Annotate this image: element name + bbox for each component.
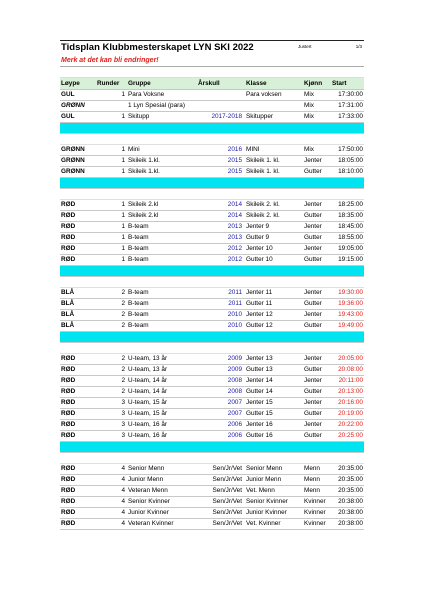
- cell-start: 20:08:00: [338, 366, 363, 373]
- cell-gruppe: U-team, 13 år: [128, 366, 168, 373]
- cell-kjonn: Jenter: [304, 311, 322, 318]
- cell-klasse: Skileik 2. kl.: [246, 212, 280, 219]
- cell-runder: 1: [121, 157, 125, 164]
- table-row: [60, 145, 364, 156]
- cell-loype: RØD: [61, 465, 76, 472]
- cell-loype: RØD: [61, 399, 76, 406]
- cell-runder: 3: [121, 421, 125, 428]
- cell-loype: RØD: [61, 212, 76, 219]
- table-row: [60, 475, 364, 486]
- cell-klasse: Gutter 15: [246, 410, 273, 417]
- cell-runder: 1: [121, 245, 125, 252]
- cell-runder: 1: [121, 113, 125, 120]
- cell-arskull: 2007: [227, 410, 242, 417]
- cell-gruppe: U-team, 14 år: [128, 377, 168, 384]
- table-row: [60, 321, 364, 332]
- cell-klasse: Jenter 11: [246, 289, 273, 296]
- group-separator-band: [60, 442, 364, 453]
- cell-runder: 1: [121, 212, 125, 219]
- cell-start: 19:15:00: [338, 256, 363, 263]
- cell-klasse: Senior Menn: [246, 465, 283, 472]
- cell-start: 20:11:00: [338, 377, 363, 384]
- cell-loype: GUL: [61, 113, 75, 120]
- table-row: [60, 354, 364, 365]
- cell-kjonn: Menn: [304, 487, 320, 494]
- cell-kjonn: Mix: [304, 113, 314, 120]
- cell-start: 20:35:00: [338, 476, 363, 483]
- table-row: [60, 222, 364, 233]
- cell-loype: GRØNN: [61, 102, 85, 109]
- cell-klasse: Vet. Kvinner: [246, 520, 281, 527]
- cell-kjonn: Gutter: [304, 410, 322, 417]
- spacer-row: [60, 277, 364, 288]
- cell-gruppe: Skileik 1.kl.: [128, 168, 160, 175]
- cell-start: 20:38:00: [338, 509, 363, 516]
- cell-kjonn: Menn: [304, 465, 320, 472]
- cell-runder: 3: [121, 399, 125, 406]
- cell-kjonn: Mix: [304, 102, 314, 109]
- cell-kjonn: Jenter: [304, 399, 322, 406]
- cell-runder: 4: [121, 509, 125, 516]
- cell-loype: RØD: [61, 432, 76, 439]
- cell-gruppe: Senior Kvinner: [128, 498, 170, 505]
- cell-kjonn: Gutter: [304, 300, 322, 307]
- cell-gruppe: B-team: [128, 311, 149, 318]
- cell-loype: RØD: [61, 388, 76, 395]
- cell-start: 20:19:00: [338, 410, 363, 417]
- cell-runder: 3: [121, 410, 125, 417]
- cell-klasse: Jenter 14: [246, 377, 273, 384]
- cell-start: 18:25:00: [338, 201, 363, 208]
- cell-runder: 4: [121, 465, 125, 472]
- cell-kjonn: Kvinner: [304, 509, 326, 516]
- cell-klasse: Skileik 1. kl.: [246, 168, 280, 175]
- cell-klasse: Junior Menn: [246, 476, 282, 483]
- cell-kjonn: Jenter: [304, 421, 322, 428]
- cell-start: 19:05:00: [338, 245, 363, 252]
- cell-start: 19:43:00: [338, 311, 363, 318]
- header-start: Start: [332, 80, 347, 87]
- group-separator-band: [60, 332, 364, 343]
- cell-arskull: 2006: [227, 421, 242, 428]
- header-runder: Runder: [97, 80, 120, 87]
- cell-arskull: Sen/Jr/Vet: [212, 487, 242, 494]
- cell-kjonn: Jenter: [304, 289, 322, 296]
- cell-klasse: Jenter 10: [246, 245, 273, 252]
- cell-kjonn: Gutter: [304, 256, 322, 263]
- header-gruppe: Gruppe: [128, 80, 151, 87]
- cell-gruppe: Junior Kvinner: [128, 509, 169, 516]
- cell-arskull: 2013: [227, 234, 242, 241]
- cell-arskull: 2012: [227, 245, 242, 252]
- table-body: [60, 90, 364, 530]
- cell-runder: 1: [121, 168, 125, 175]
- cell-klasse: Gutter 16: [246, 432, 273, 439]
- spacer-row: [60, 343, 364, 354]
- cell-klasse: Gutter 11: [246, 300, 273, 307]
- justert-label: Justert: [298, 44, 312, 49]
- group-separator-band: [60, 266, 364, 277]
- cell-runder: 1: [121, 256, 125, 263]
- group-separator-band: [60, 178, 364, 189]
- cell-start: 18:55:00: [338, 234, 363, 241]
- table-row: [60, 288, 364, 299]
- cell-arskull: 2016: [227, 146, 242, 153]
- spacer-row: [60, 134, 364, 145]
- cell-kjonn: Mix: [304, 146, 314, 153]
- cell-kjonn: Gutter: [304, 212, 322, 219]
- cell-kjonn: Jenter: [304, 377, 322, 384]
- table-row: [60, 398, 364, 409]
- cell-klasse: Skileik 1. kl.: [246, 157, 280, 164]
- cell-arskull: 2008: [227, 388, 242, 395]
- cell-loype: BLÅ: [61, 289, 75, 296]
- cell-arskull: 2012: [227, 256, 242, 263]
- cell-klasse: Jenter 16: [246, 421, 273, 428]
- cell-kjonn: Gutter: [304, 366, 322, 373]
- cell-gruppe: Skileik 2.kl: [128, 201, 159, 208]
- cell-gruppe: B-team: [128, 234, 149, 241]
- title-row: [60, 40, 364, 55]
- cell-kjonn: Kvinner: [304, 498, 326, 505]
- cell-start: 18:45:00: [338, 223, 363, 230]
- cell-gruppe: B-team: [128, 245, 149, 252]
- cell-klasse: Gutter 13: [246, 366, 273, 373]
- cell-runder: 2: [121, 311, 125, 318]
- cell-runder: 2: [121, 366, 125, 373]
- cell-arskull: Sen/Jr/Vet: [212, 498, 242, 505]
- cell-start: 20:13:00: [338, 388, 363, 395]
- cell-klasse: Jenter 9: [246, 223, 270, 230]
- cell-gruppe: U-team, 16 år: [128, 421, 168, 428]
- table-row: [60, 486, 364, 497]
- cell-gruppe: U-team, 15 år: [128, 410, 168, 417]
- cell-klasse: Gutter 10: [246, 256, 273, 263]
- cell-arskull: 2017-2018: [211, 113, 242, 120]
- cell-arskull: 2015: [227, 168, 242, 175]
- cell-loype: RØD: [61, 256, 76, 263]
- cell-klasse: Vet. Menn: [246, 487, 275, 494]
- cell-loype: GRØNN: [61, 168, 85, 175]
- cell-runder: 4: [121, 487, 125, 494]
- header-klasse: Klasse: [246, 80, 267, 87]
- table-row: [60, 200, 364, 211]
- cell-klasse: Skileik 2. kl.: [246, 201, 280, 208]
- cell-loype: BLÅ: [61, 300, 75, 307]
- cell-kjonn: Gutter: [304, 388, 322, 395]
- cell-loype: RØD: [61, 498, 76, 505]
- cell-arskull: 2009: [227, 355, 242, 362]
- spacer-row: [60, 453, 364, 464]
- cell-arskull: 2011: [228, 300, 242, 307]
- cell-start: 17:31:00: [338, 102, 363, 109]
- table-row: [60, 365, 364, 376]
- table-row: [60, 387, 364, 398]
- cell-start: 17:33:00: [338, 113, 363, 120]
- cell-gruppe: Skileik 2.kl: [128, 212, 159, 219]
- cell-gruppe: B-team: [128, 322, 149, 329]
- cell-start: 20:25:00: [338, 432, 363, 439]
- cell-arskull: 2010: [227, 322, 242, 329]
- cell-loype: BLÅ: [61, 311, 75, 318]
- table-row: [60, 376, 364, 387]
- warning-text: Merk at det kan bli endringer!: [61, 57, 159, 64]
- table-row: [60, 167, 364, 178]
- cell-start: 20:35:00: [338, 465, 363, 472]
- cell-loype: RØD: [61, 509, 76, 516]
- cell-klasse: Gutter 9: [246, 234, 270, 241]
- cell-loype: RØD: [61, 201, 76, 208]
- table-row: [60, 299, 364, 310]
- table-row: [60, 519, 364, 530]
- table-row: [60, 255, 364, 266]
- cell-loype: RØD: [61, 377, 76, 384]
- cell-loype: RØD: [61, 487, 76, 494]
- cell-kjonn: Jenter: [304, 245, 322, 252]
- cell-loype: RØD: [61, 410, 76, 417]
- cell-klasse: Para voksen: [246, 91, 282, 98]
- cell-runder: 2: [121, 322, 125, 329]
- table-row: [60, 244, 364, 255]
- cell-start: 20:05:00: [338, 355, 363, 362]
- group-separator-band: [60, 123, 364, 134]
- cell-runder: 4: [121, 520, 125, 527]
- cell-gruppe: B-team: [128, 300, 149, 307]
- cell-start: 18:05:00: [338, 157, 363, 164]
- table-row: [60, 156, 364, 167]
- cell-klasse: Jenter 12: [246, 311, 273, 318]
- spacer-row: [60, 189, 364, 200]
- cell-arskull: 2014: [227, 212, 242, 219]
- table-row: [60, 508, 364, 519]
- cell-kjonn: Gutter: [304, 322, 322, 329]
- cell-arskull: 2010: [227, 311, 242, 318]
- table-row: [60, 90, 364, 101]
- cell-runder: 2: [121, 289, 125, 296]
- schedule-sheet: [60, 40, 364, 530]
- cell-kjonn: Kvinner: [304, 520, 326, 527]
- cell-kjonn: Gutter: [304, 168, 322, 175]
- cell-gruppe: Veteran Kvinner: [128, 520, 174, 527]
- cell-klasse: Jenter 13: [246, 355, 273, 362]
- cell-start: 17:30:00: [338, 91, 363, 98]
- cell-runder: 1: [121, 223, 125, 230]
- cell-loype: RØD: [61, 234, 76, 241]
- cell-loype: RØD: [61, 245, 76, 252]
- cell-klasse: MINI: [246, 146, 260, 153]
- cell-gruppe: Para Voksne: [128, 91, 165, 98]
- cell-gruppe: B-team: [128, 256, 149, 263]
- blank-row: [60, 67, 364, 78]
- cell-arskull: Sen/Jr/Vet: [212, 509, 242, 516]
- table-row: [60, 431, 364, 442]
- cell-loype: RØD: [61, 520, 76, 527]
- cell-arskull: 2008: [227, 377, 242, 384]
- cell-start: 19:30:00: [338, 289, 363, 296]
- cell-loype: RØD: [61, 421, 76, 428]
- page-number: 1/3: [355, 44, 362, 49]
- cell-kjonn: Menn: [304, 476, 320, 483]
- cell-arskull: 2015: [227, 157, 242, 164]
- cell-klasse: Junior Kvinner: [246, 509, 287, 516]
- cell-loype: RØD: [61, 366, 76, 373]
- cell-arskull: 2014: [227, 201, 242, 208]
- cell-gruppe: Senior Menn: [128, 465, 165, 472]
- cell-gruppe: U-team, 13 år: [128, 355, 168, 362]
- cell-start: 19:36:00: [338, 300, 363, 307]
- cell-gruppe: U-team, 15 år: [128, 399, 168, 406]
- cell-runder: 3: [121, 432, 125, 439]
- table-row: [60, 310, 364, 321]
- cell-kjonn: Mix: [304, 91, 314, 98]
- table-row: [60, 420, 364, 431]
- page-title: Tidsplan Klubbmesterskapet LYN SKI 2022: [61, 42, 254, 53]
- cell-loype: RØD: [61, 476, 76, 483]
- cell-start: 20:38:00: [338, 498, 363, 505]
- table-row: [60, 233, 364, 244]
- table-row: [60, 464, 364, 475]
- cell-gruppe: B-team: [128, 289, 149, 296]
- table-header: [60, 78, 364, 90]
- cell-loype: RØD: [61, 223, 76, 230]
- cell-kjonn: Gutter: [304, 432, 322, 439]
- cell-klasse: Senior Kvinner: [246, 498, 288, 505]
- cell-arskull: 2007: [227, 399, 242, 406]
- cell-kjonn: Jenter: [304, 355, 322, 362]
- cell-runder: 4: [121, 476, 125, 483]
- cell-klasse: Jenter 15: [246, 399, 273, 406]
- cell-gruppe: B-team: [128, 223, 149, 230]
- cell-start: 18:35:00: [338, 212, 363, 219]
- header-kjonn: Kjønn: [304, 80, 323, 87]
- cell-arskull: 2009: [227, 366, 242, 373]
- header-loype: Løype: [61, 80, 80, 87]
- cell-runder: 1: [121, 201, 125, 208]
- cell-start: 20:16:00: [338, 399, 363, 406]
- table-row: [60, 409, 364, 420]
- cell-arskull: 2006: [227, 432, 242, 439]
- cell-kjonn: Gutter: [304, 234, 322, 241]
- cell-gruppe: Junior Menn: [128, 476, 164, 483]
- header-arskull: Årskull: [198, 80, 220, 87]
- cell-runder: 4: [121, 498, 125, 505]
- cell-gruppe: Skitupp: [128, 113, 150, 120]
- table-row: [60, 497, 364, 508]
- cell-kjonn: Jenter: [304, 157, 322, 164]
- cell-arskull: Sen/Jr/Vet: [212, 476, 242, 483]
- cell-start: 17:50:00: [338, 146, 363, 153]
- cell-runder: 2: [121, 388, 125, 395]
- warning-row: [60, 55, 364, 67]
- cell-arskull: 2013: [227, 223, 242, 230]
- cell-arskull: Sen/Jr/Vet: [212, 465, 242, 472]
- cell-kjonn: Jenter: [304, 201, 322, 208]
- cell-gruppe: 1 Lyn Spesial (para): [128, 102, 185, 109]
- cell-gruppe: Mini: [128, 146, 140, 153]
- table-row: [60, 112, 364, 123]
- cell-runder: 1: [121, 91, 125, 98]
- cell-gruppe: Skileik 1.kl.: [128, 157, 160, 164]
- cell-start: 18:10:00: [338, 168, 363, 175]
- cell-runder: 2: [121, 377, 125, 384]
- table-row: [60, 101, 364, 112]
- cell-arskull: 2011: [228, 289, 242, 296]
- cell-start: 20:22:00: [338, 421, 363, 428]
- cell-runder: 1: [121, 146, 125, 153]
- cell-loype: GUL: [61, 91, 75, 98]
- table-row: [60, 211, 364, 222]
- cell-loype: BLÅ: [61, 322, 75, 329]
- cell-start: 20:35:00: [338, 487, 363, 494]
- cell-gruppe: Veteran Menn: [128, 487, 168, 494]
- cell-gruppe: U-team, 16 år: [128, 432, 168, 439]
- cell-loype: RØD: [61, 355, 76, 362]
- cell-start: 19:49:00: [338, 322, 363, 329]
- cell-runder: 2: [121, 355, 125, 362]
- cell-arskull: Sen/Jr/Vet: [212, 520, 242, 527]
- cell-klasse: Gutter 14: [246, 388, 273, 395]
- cell-loype: GRØNN: [61, 146, 85, 153]
- cell-runder: 2: [121, 300, 125, 307]
- cell-klasse: Skitupper: [246, 113, 273, 120]
- cell-kjonn: Jenter: [304, 223, 322, 230]
- cell-gruppe: U-team, 14 år: [128, 388, 168, 395]
- cell-klasse: Gutter 12: [246, 322, 273, 329]
- cell-loype: GRØNN: [61, 157, 85, 164]
- cell-runder: 1: [121, 234, 125, 241]
- cell-start: 20:38:00: [338, 520, 363, 527]
